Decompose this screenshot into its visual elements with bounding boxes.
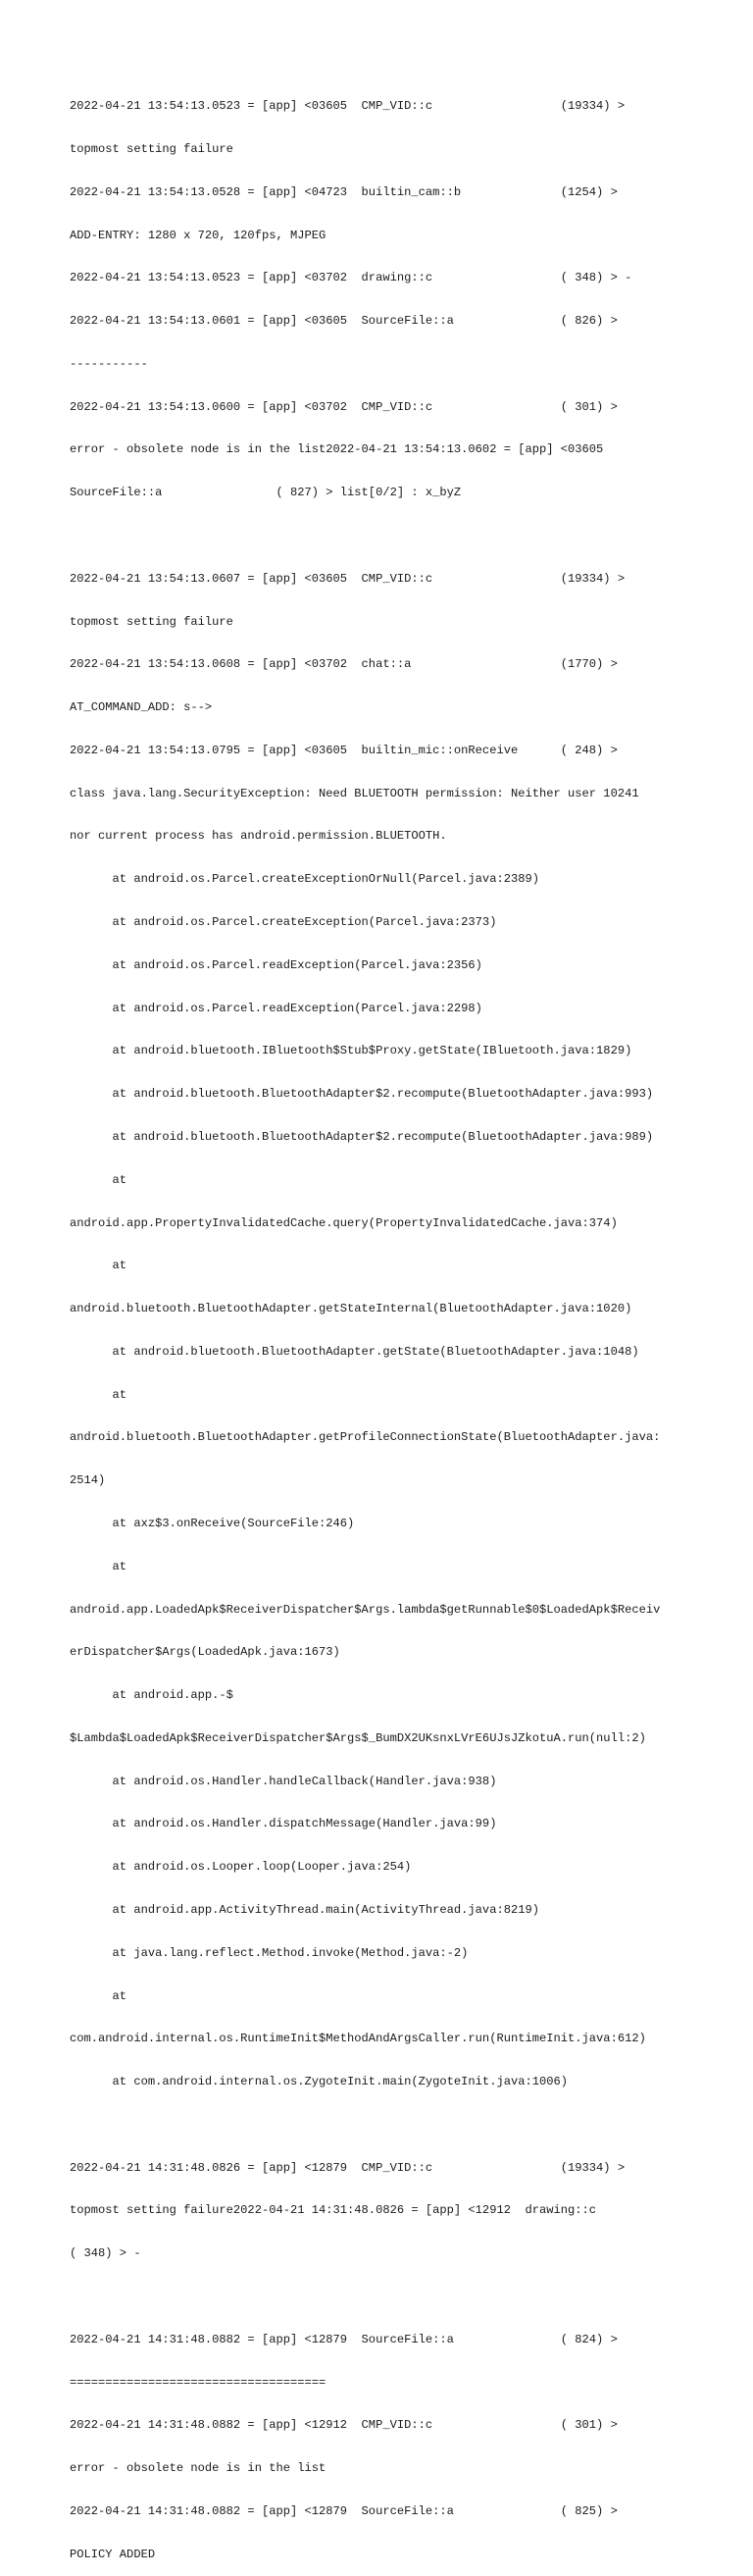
stack-frame: at android.app.ActivityThread.main(ActivityThread.java:8219) (70, 1903, 539, 1917)
log-line: AT_COMMAND_ADD: s--> (70, 700, 213, 715)
log-document (70, 71, 697, 2576)
stack-frame: 2514) (70, 1473, 106, 1488)
log-line: 2022-04-21 13:54:13.0795 = [app] <03605 builtin_mic::onReceive ( 248) > (70, 743, 618, 757)
stack-frame: at android.bluetooth.BluetoothAdapter$2.recompute(BluetoothAdapter.java:993) (70, 1087, 654, 1102)
stack-frame: at axz$3.onReceive(SourceFile:246) (70, 1516, 355, 1530)
blank-line (70, 529, 697, 543)
log-line: 2022-04-21 14:31:48.0882 = [app] <12879 SourceFile::a ( 824) > (70, 2332, 618, 2346)
log-line: 2022-04-21 13:54:13.0607 = [app] <03605 CMP_VID::c (19334) > (70, 571, 626, 586)
stack-frame: at android.app.-$ (70, 1688, 233, 1703)
stack-frame: $Lambda$LoadedApk$ReceiverDispatcher$Args$_BumDX2UKsnxLVrE6UJsJZkotuA.run(null:2) (70, 1730, 646, 1745)
stack-frame: android.bluetooth.BluetoothAdapter.getStateInternal(BluetoothAdapter.java:1020) (70, 1302, 632, 1316)
stack-frame: at android.os.Parcel.readException(Parcel.java:2356) (70, 957, 482, 972)
log-line: 2022-04-21 13:54:13.0523 = [app] <03702 drawing::c ( 348) > - (70, 271, 632, 285)
log-line: 2022-04-21 13:54:13.0523 = [app] <03605 CMP_VID::c (19334) > (70, 99, 626, 114)
stack-frame: android.app.LoadedApk$ReceiverDispatcher$Args.lambda$getRunnable$0$LoadedApk$Receiv (70, 1602, 661, 1617)
log-line: 2022-04-21 13:54:13.0528 = [app] <04723 builtin_cam::b (1254) > (70, 184, 618, 199)
log-line: 2022-04-21 14:31:48.0826 = [app] <12879 CMP_VID::c (19334) > (70, 2160, 626, 2175)
stack-frame: at android.bluetooth.IBluetooth$Stub$Proxy.getState(IBluetooth.java:1829) (70, 1044, 632, 1058)
stack-frame: at com.android.internal.os.ZygoteInit.main(ZygoteInit.java:1006) (70, 2075, 569, 2089)
stack-frame: at android.bluetooth.BluetoothAdapter$2.recompute(BluetoothAdapter.java:989) (70, 1129, 654, 1144)
stack-frame: android.app.PropertyInvalidatedCache.query(PropertyInvalidatedCache.java:374) (70, 1215, 618, 1230)
log-line: ADD-ENTRY: 1280 x 720, 120fps, MJPEG (70, 228, 326, 242)
log-line: 2022-04-21 14:31:48.0882 = [app] <12879 SourceFile::a ( 825) > (70, 2503, 618, 2518)
log-line: 2022-04-21 13:54:13.0608 = [app] <03702 chat::a (1770) > (70, 657, 618, 672)
stack-frame: at (70, 1172, 127, 1187)
stack-frame: at android.os.Parcel.readException(Parcel.java:2298) (70, 1001, 482, 1015)
stack-frame: at java.lang.reflect.Method.invoke(Method.java:-2) (70, 1945, 469, 1960)
log-line: topmost setting failure (70, 614, 233, 629)
stack-frame: at (70, 1387, 127, 1402)
stack-frame: at android.os.Handler.handleCallback(Handler.java:938) (70, 1774, 497, 1788)
stack-frame: at android.os.Handler.dispatchMessage(Handler.java:99) (70, 1817, 497, 1831)
stack-frame: at android.bluetooth.BluetoothAdapter.getState(BluetoothAdapter.java:1048) (70, 1344, 639, 1359)
stack-frame: at android.os.Parcel.createExceptionOrNull(Parcel.java:2389) (70, 872, 539, 887)
stack-frame: at (70, 1559, 127, 1573)
stack-frame: com.android.internal.os.RuntimeInit$MethodAndArgsCaller.run(RuntimeInit.java:612) (70, 2032, 646, 2046)
log-line: SourceFile::a ( 827) > list[0/2] : x_byZ (70, 486, 462, 500)
stack-frame: android.bluetooth.BluetoothAdapter.getProfileConnectionState(BluetoothAdapter.java: (70, 1430, 661, 1445)
log-line: ==================================== (70, 2375, 326, 2390)
log-line: nor current process has android.permission.BLUETOOTH. (70, 829, 447, 844)
log-line: ( 348) > - (70, 2246, 141, 2261)
log-line: topmost setting failure2022-04-21 14:31:48.0826 = [app] <12912 drawing::c (70, 2203, 597, 2218)
stack-frame: at android.os.Looper.loop(Looper.java:254) (70, 1860, 412, 1875)
stack-frame: at android.os.Parcel.createException(Parcel.java:2373) (70, 915, 497, 930)
log-line: error - obsolete node is in the list (70, 2461, 326, 2476)
stack-frame: erDispatcher$Args(LoadedApk.java:1673) (70, 1645, 340, 1660)
log-line: 2022-04-21 13:54:13.0600 = [app] <03702 CMP_VID::c ( 301) > (70, 399, 618, 414)
stack-frame: at (70, 1988, 127, 2003)
log-line: error - obsolete node is in the list2022-04-21 13:54:13.0602 = [app] <03605 (70, 442, 604, 457)
blank-line (70, 2118, 697, 2133)
log-line: 2022-04-21 13:54:13.0601 = [app] <03605 SourceFile::a ( 826) > (70, 314, 618, 329)
log-line: POLICY ADDED (70, 2547, 156, 2561)
stack-frame: at (70, 1259, 127, 1273)
log-line: class java.lang.SecurityException: Need BLUETOOTH permission: Neither user 10241 (70, 786, 639, 800)
blank-line (70, 2290, 697, 2304)
log-line: ----------- (70, 356, 148, 371)
log-line: topmost setting failure (70, 141, 233, 156)
log-line: 2022-04-21 14:31:48.0882 = [app] <12912 CMP_VID::c ( 301) > (70, 2418, 618, 2433)
